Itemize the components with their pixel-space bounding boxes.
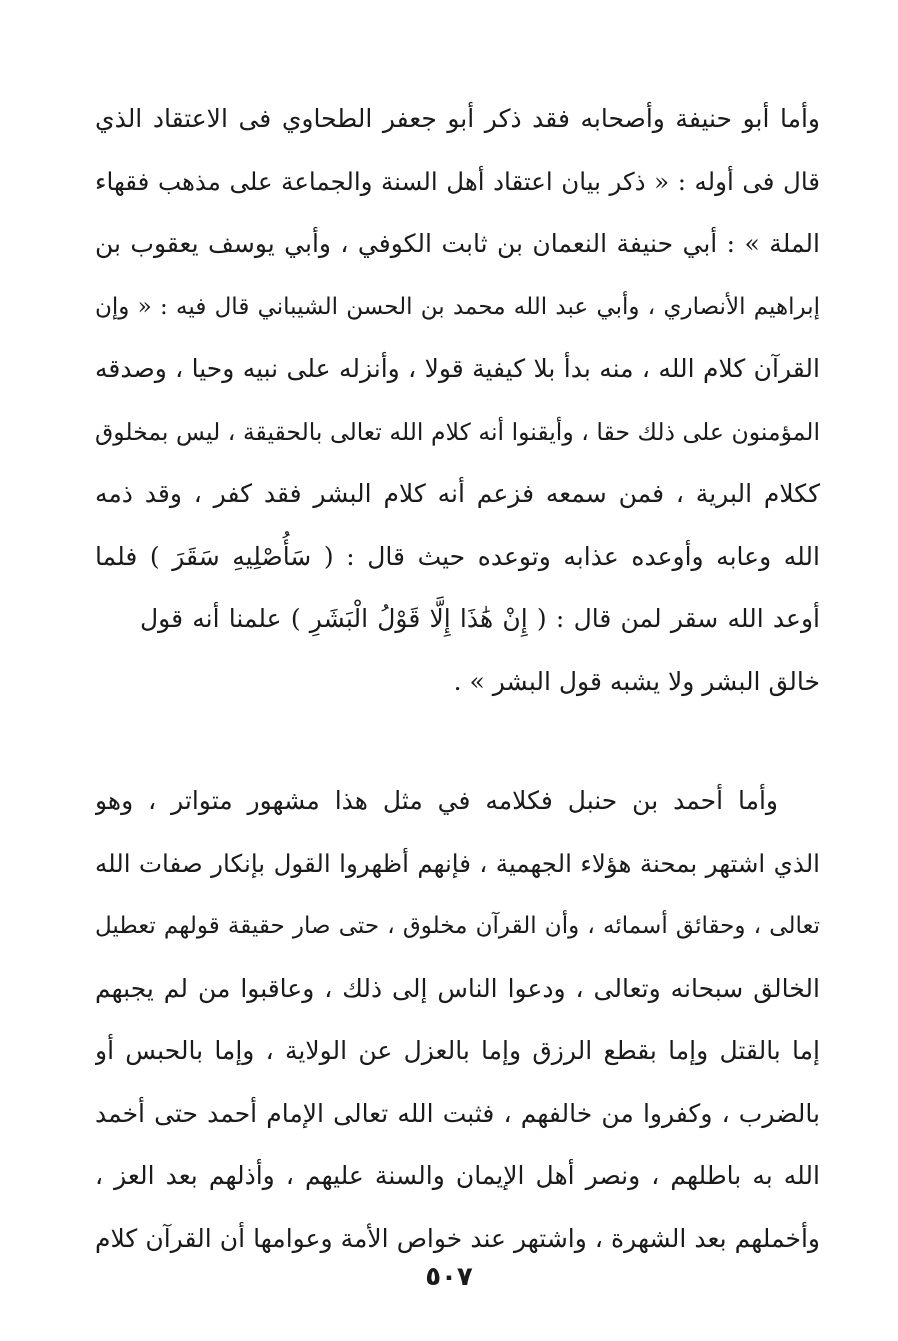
text-line: إما بالقتل وإما بقطع الرزق وإما بالعزل عن الولاية ، وإما بالحبس أو: [95, 1036, 820, 1065]
text-line: القرآن كلام الله ، منه بدأ بلا كيفية قولا ، وأنزله على نبيه وحيا ، وصدقه: [95, 354, 820, 383]
text-line: الخالق سبحانه وتعالى ، ودعوا الناس إلى ذلك ، وعاقبوا من لم يجبهم: [95, 973, 820, 1003]
text-line: الملة » : أبي حنيفة النعمان بن ثابت الكوفي ، وأبي يوسف يعقوب بن: [95, 229, 820, 258]
text-line: وأما أبو حنيفة وأصحابه فقد ذكر أبو جعفر الطحاوي فى الاعتقاد الذي: [95, 104, 820, 133]
text-line: وأما أحمد بن حنبل فكلامه في مثل هذا مشهور متواتر ، وهو: [95, 786, 778, 815]
text-line: وأخملهم بعد الشهرة ، واشتهر عند خواص الأمة وعوامها أن القرآن كلام: [95, 1223, 820, 1253]
text-line: بالضرب ، وكفروا من خالفهم ، فثبت الله تعالى الإمام أحمد حتى أخمد: [95, 1098, 820, 1128]
text-line: ككلام البرية ، فمن سمعه فزعم أنه كلام البشر فقد كفر ، وقد ذمه: [95, 479, 820, 508]
text-line: المؤمنون على ذلك حقا ، وأيقنوا أنه كلام الله تعالى بالحقيقة ، ليس بمخلوق: [95, 417, 820, 446]
text-line: قال فى أوله : « ذكر بيان اعتقاد أهل السنة والجماعة على مذهب فقهاء: [95, 166, 820, 196]
text-line: الذي اشتهر بمحنة هؤلاء الجهمية ، فإنهم أظهروا القول بإنكار صفات الله: [95, 848, 820, 878]
text-line: خالق البشر ولا يشبه قول البشر » .: [453, 666, 820, 696]
text-line: تعالى ، وحقائق أسمائه ، وأن القرآن مخلوق ، حتى صار حقيقة قولهم تعطيل: [95, 913, 820, 939]
paragraph-ahmad-ibn-hanbal: [95, 770, 820, 1270]
text-line: إبراهيم الأنصاري ، وأبي عبد الله محمد بن الحسن الشيباني قال فيه : « وإن: [95, 293, 820, 320]
text-line: الله وعابه وأوعده عذابه وتوعده حيث قال : ( سَأُصْلِيهِ سَقَرَ ) فلما: [95, 541, 820, 571]
paragraph-abu-hanifa: [95, 88, 820, 713]
text-line: الله به باطلهم ، ونصر أهل الإيمان والسنة عليهم ، وأذلهم بعد العز ،: [95, 1161, 820, 1190]
page-number: ٥٠٧: [425, 1262, 473, 1292]
text-line: أوعد الله سقر لمن قال : ( إِنْ هَٰذَا إِلَّا قَوْلُ الْبَشَرِ ) علمنا أنه قول: [140, 604, 820, 633]
